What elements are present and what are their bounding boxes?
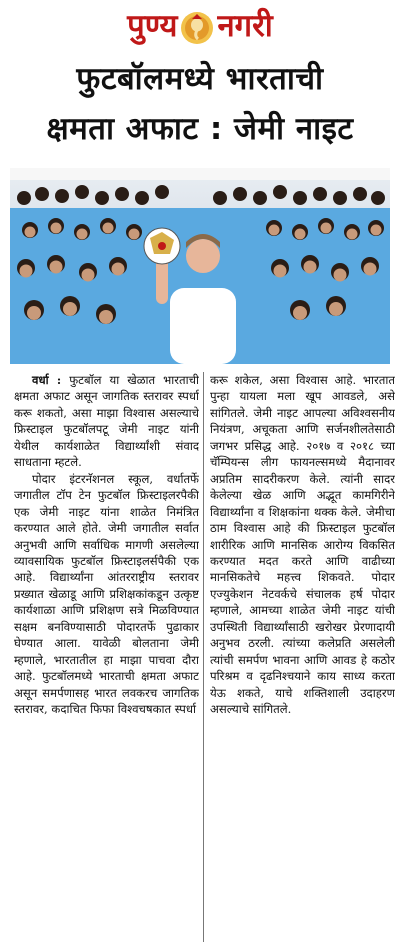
ganesha-emblem-icon bbox=[180, 11, 214, 45]
article-paragraph bbox=[14, 372, 199, 471]
news-photo bbox=[10, 168, 390, 364]
masthead bbox=[0, 0, 400, 52]
brand-logo bbox=[127, 4, 273, 48]
headline-line-1: फुटबॉलमध्ये भारताची bbox=[76, 61, 324, 97]
article-column-1 bbox=[14, 372, 199, 944]
paragraph-text: फुटबॉल या खेळात भारताची क्षमता अफाट असून जागतिक स्तरावर स्पर्धा करू शकतो, असा माझा विश्वास असल्याचे फ्रिस्टाइल फुटबॉलपटू जेमी नाइट यांनी येथील कार्यशाळेत विद्यार्थ्यांशी संवाद साधताना म्हटले. bbox=[14, 373, 199, 470]
article-paragraph: पोदार इंटरनॅशनल स्कूल, वर्धातर्फे जगातील टॉप टेन फुटबॉल फ्रिस्टाइलरपैकी एक जेमी नाइट यांना शाळेत निमंत्रित करण्यात आले होते. जेमी जगातील सर्वात अनुभवी आणि सर्वाधिक मागणी असलेल्या व्यावसायिक फुटबॉल फ्रिस्टाइलर्सपैकी एक आहे. विद्यार्थ्यांना आंतरराष्ट्रीय स्तरावर प्रख्यात खेळाडू आणि प्रशिक्षकांकडून उत्कृष्ट कार्यशाळा आणि प्रशिक्षण सत्रे मिळविण्यात सक्षम बनविण्यासाठी पोदारतर्फे पुढाकार घेण्यात आला. यावेळी बोलताना जेमी म्हणाले, भारतातील हा माझा पाचवा दौरा आहे. फुटबॉलमध्ये भारताची क्षमता अफाट असून समर्पणासह भारत लवकरच जागतिक स्तरावर, कदाचित फिफा विश्वचषकात स्पर्धा bbox=[14, 471, 199, 717]
headline bbox=[0, 54, 400, 154]
brand-right: नगरी bbox=[217, 8, 273, 44]
dateline: वर्धा : bbox=[32, 373, 62, 387]
football-icon bbox=[144, 228, 180, 264]
column-divider bbox=[203, 372, 204, 942]
brand-left: पुण्य bbox=[127, 8, 178, 44]
article-paragraph: करू शकेल, असा विश्वास आहे. भारतात पुन्हा यायला मला खूप आवडले, असे सांगितले. जेमी नाइट आपल्या अविश्वसनीय नियंत्रण, अचूकता आणि सर्जनशीलतेसाठी जगभर प्रसिद्ध आहे. २०१७ व २०१८ च्या चॅम्पियन्स लीग फायनल्समध्ये मैदानावर अप्रतिम सादरीकरण केले. त्यांनी सादर केलेल्या खेळ आणि अद्भूत कामगिरीने विद्यार्थ्यांना व शिक्षकांना थक्क केले. जेमीचा ठाम विश्वास आहे की फ्रिस्टाइल फुटबॉल शारीरिक आणि मानसिक आरोग्य विकसित करण्यात मदत करते आणि वाढीच्या मानसिकतेचे महत्त्व शिकवते. पोदार एज्युकेशन नेटवर्कचे संचालक हर्ष पोदार म्हणाले, आमच्या शाळेत जेमी नाइट यांची उपस्थिती विद्यार्थ्यांसाठी खरोखर प्रेरणादायी अनुभव ठरली. त्यांच्या कलेप्रति असलेली त्यांची समर्पण भावना आणि आवड हे कठोर परिश्रम व दृढनिश्चयाने काय साध्य करता येऊ शकते, याचे शक्तिशाली उदाहरण असल्याचे सांगितले. bbox=[210, 373, 395, 717]
photo-students-with-footballer bbox=[10, 168, 390, 364]
article-column-2 bbox=[210, 372, 395, 944]
headline-line-2: क्षमता अफाट : जेमी नाइट bbox=[46, 111, 354, 147]
